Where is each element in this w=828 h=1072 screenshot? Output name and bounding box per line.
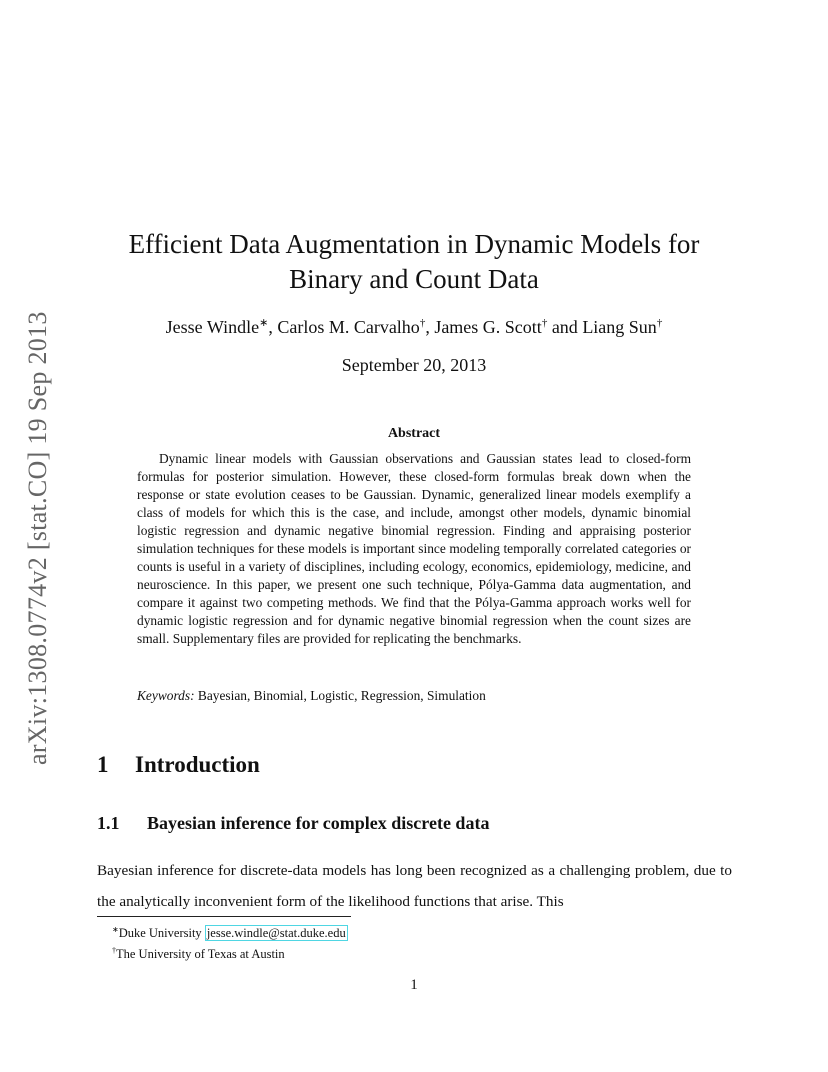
- subsection-title: Bayesian inference for complex discrete data: [147, 813, 490, 833]
- author-name: Jesse Windle: [165, 317, 260, 337]
- abstract-heading: Abstract: [387, 426, 441, 441]
- section-title: Introduction: [135, 752, 260, 777]
- section-heading: [97, 752, 260, 778]
- footnote-mark: ∗: [112, 925, 119, 934]
- abstract-text: Dynamic linear models with Gaussian observations and Gaussian states lead to closed-form formulas for posterior simulation. However, these closed-form formulas break down when the response or state evolution ceases to be Gaussian. Dynamic, generalized linear models exemplify a class of models for which this is the case, and include, amongst other models, dynamic binomial logistic regression and dynamic negative binomial regression. Finding and appraising posterior simulation techniques for these models is important since modeling temporally correlated categories or counts is useful in a variety of disciplines, including ecology, economics, epidemiology, medicine, and neuroscience. In this paper, we present one such technique, Pólya-Gamma data augmentation, and compare it against two competing methods. We find that the Pólya-Gamma approach works well for dynamic logistic regression and for dynamic negative binomial regression when the count sizes are small. Supplementary files are provided for replicating the benchmarks.: [137, 451, 691, 646]
- subsection-number: 1.1: [97, 813, 120, 833]
- author-affiliation-mark: †: [541, 317, 548, 329]
- section-number: 1: [97, 752, 109, 777]
- author-affiliation-mark: ∗: [259, 317, 269, 329]
- author-separator: ,: [268, 317, 278, 337]
- keywords-list: Bayesian, Binomial, Logistic, Regression, Simulation: [197, 688, 486, 703]
- footnote-text: The University of Texas at Austin: [116, 947, 285, 962]
- subsection-heading: [97, 813, 489, 834]
- author-affiliation-mark: †: [419, 317, 426, 329]
- page-number: 1: [410, 977, 418, 993]
- email-link[interactable]: jesse.windle@stat.duke.edu: [206, 926, 346, 941]
- author-separator: and: [547, 317, 583, 337]
- title-line-2: Binary and Count Data: [289, 264, 539, 294]
- author-affiliation-mark: †: [656, 317, 663, 329]
- title-line-1: Efficient Data Augmentation in Dynamic Models for: [128, 229, 700, 259]
- footnote-1: [112, 921, 348, 942]
- author-name: Carlos M. Carvalho: [277, 317, 420, 337]
- body-paragraph: Bayesian inference for discrete-data models has long been recognized as a challenging problem, due to the analytically inconvenient form of the likelihood functions that arise. This: [97, 862, 732, 910]
- footnote-2: [112, 942, 348, 963]
- author-list: [80, 316, 748, 338]
- keywords-line: [137, 687, 697, 705]
- footnote-text: Duke University: [118, 926, 205, 941]
- publication-date: September 20, 2013: [341, 355, 487, 375]
- paper-title: [80, 227, 748, 297]
- author-name: Liang Sun: [582, 317, 657, 337]
- footnote-rule: [97, 916, 351, 917]
- arxiv-identifier: arXiv:1308.0774v2 [stat.CO] 19 Sep 2013: [23, 311, 52, 765]
- author-name: James G. Scott: [434, 317, 542, 337]
- footnote-mark: †: [112, 946, 116, 956]
- keywords-label: Keywords:: [137, 688, 195, 703]
- footnotes: [112, 921, 348, 963]
- author-separator: ,: [425, 317, 435, 337]
